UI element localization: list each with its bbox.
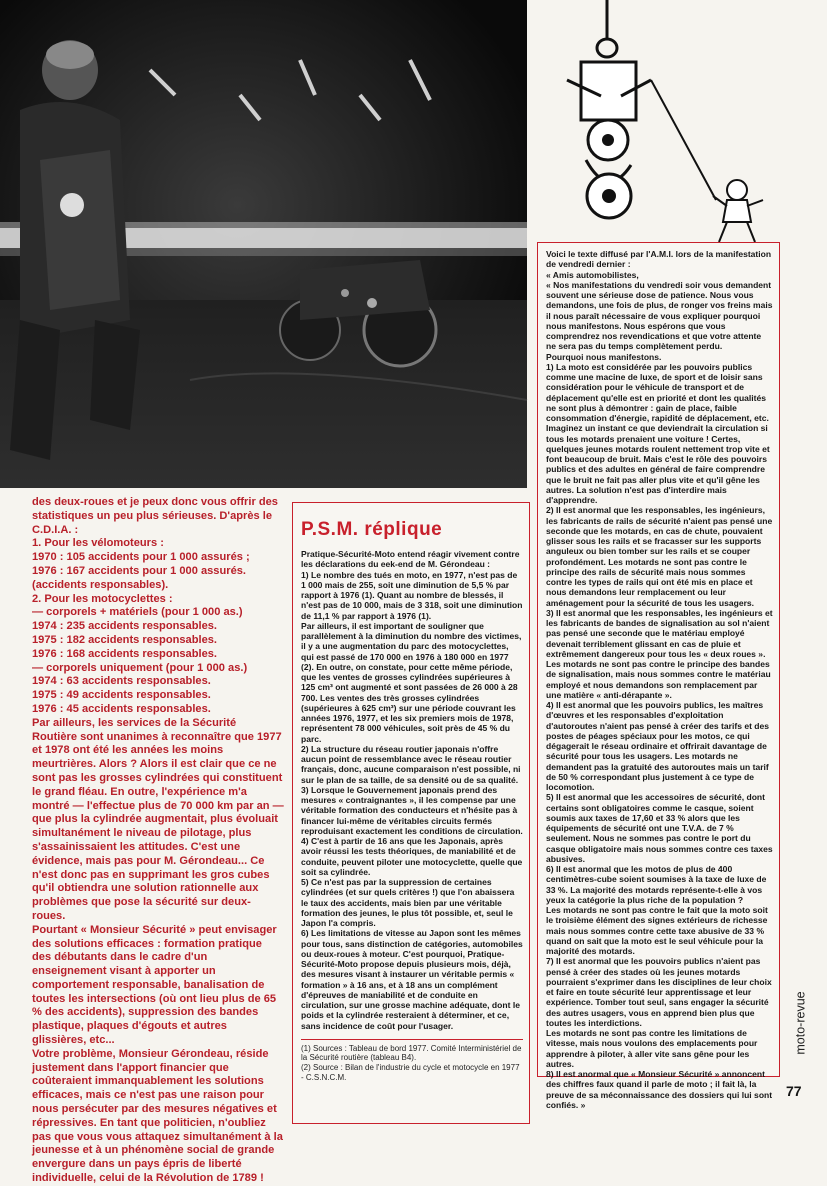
ami-paragraph: 8) Il est anormal que « Monsieur Sécurité » annoncent des chiffres faux quand il parle de moto ; il fait là, la preuve de sa méconnaissance des dossiers qui lui sont confiés. » <box>546 1069 773 1110</box>
psm-footnotes <box>301 1039 523 1082</box>
ami-paragraph: 5) Il est anormal que les accessoires de sécurité, dont certains sont obligatoires comme le casque, soient soumis aux taxes de 17,60 et 33 % alors que les équipements de sécurité ont une T.V.A. de 7 % seulement. Nous ne sommes pas contre le port du casque obligatoire mais nous sommes contre ces taxes abusives. <box>546 792 773 864</box>
left-paragraph: Pourtant « Monsieur Sécurité » peut envisager des solutions efficaces : formation pratique des débutants dans le cadre d'un enseignement visant à apporter un comportement responsable, banalisation de toutes les intersections (où ont lieu plus de 65 % des accidents), suppression des bandes plastique, plaques d'égouts et autres glissières, etc... <box>32 923 277 1047</box>
ami-paragraph: Les motards ne sont pas contre les limitations de vitesse, mais nous voulons des emplacements pour apprendre à piloter, à aller vite sans gêne pour les autres. <box>546 1028 758 1069</box>
stat-line: — corporels + matériels (pour 1 000 as.) <box>32 606 243 619</box>
ami-paragraph: Les motards ne sont pas contre le fait que la moto soit le troisième élément des signes extérieurs de richesse mais nous sommes contre cette taxe abusive de 33 % quand on sait que la moto est le seul véhicule pour la majorité des motards. <box>546 905 768 956</box>
psm-paragraph: 3) Lorsque le Gouvernement japonais prend des mesures « contraignantes », il les compense par une véritable formation des conducteurs et n'hésite pas à financer lui-même de véritables circuits fermés reproduisant exactement les conditions de circulation. <box>301 784 523 836</box>
stat-line: 1975 : 49 accidents responsables. <box>32 689 211 702</box>
psm-paragraph: 2) La structure du réseau routier japonais n'offre aucun point de ressemblance avec le réseau routier français, donc, aucune comparaison n'est possible, ni sur le plan de sa taille, de sa densité ou de sa qualité. <box>301 743 521 785</box>
left-paragraph: 1. Pour les vélomoteurs : <box>32 537 164 550</box>
night-demonstration-photo <box>0 0 527 488</box>
psm-paragraph: 4) C'est à partir de 16 ans que les Japonais, après avoir réussi les tests théoriques, de maniabilité et de conduite, peuvent piloter une motocyclette, quelle que soit sa cylindrée. <box>301 836 523 877</box>
ami-paragraph: 2) Il est anormal que les responsables, les ingénieurs, les fabricants de rails de sécurité n'aient pas pensé une seconde que les motards, en cas de chute, pouvaient glisser sous les rails et se fracasser sur les supports anguleux ou bien tomber sur les rails et se couper profondément. Les motards ne sont pas contre le principe des rails de sécurité mais nous sommes contre les types de rails qui ont été mis en place et nous demandons leur remplacement ou leur aménagement pour la sécurité de tous les usagers. <box>546 505 773 608</box>
motorcycle-photo-icon <box>0 0 527 488</box>
psm-title: P.S.M. réplique <box>301 519 443 540</box>
ami-paragraph: 1) La moto est considérée par les pouvoirs publics comme une macine de luxe, de sport et de loisir sans considération pour le véhicule de transport et de déplacement qu'elle est en priorité et dont les qualités ne sont plus à démontrer : gain de place, faible consommation d'énergie, rapidité de déplacement, etc. Imaginez un instant ce que deviendrait la circulation si tous les motards prenaient une voiture ! Certes, quelques jeunes motards roulent nettement trop vite et font beaucoup de bruit. Mais c'est le rôle des pouvoirs publics et des adultes en général de faire comprendre que le bruit ne fait pas aller plus vite et qu'il gêne les autres. La solution n'est pas d'interdire mais d'apprendre. <box>546 361 770 505</box>
footnote: (2) Source : Bilan de l'industrie du cycle et motocycle en 1977 - C.S.N.C.M. <box>301 1062 520 1082</box>
ami-paragraph: 4) Il est anormal que les pouvoirs publics, les maîtres d'œuvres et les responsables d'exploitation d'autoroutes n'aient pas pensé à créer des tarifs et des postes de péages spéciaux pour les motos, ce qui dégagerait le réseau ordinaire et offrirait davantage de sécurité pour tous les usagers. Les motards ne demandent pas la gratuité des autoroutes mais un tarif de 50 % correspondant plus justement à ce type de locomotion. <box>546 700 770 792</box>
stat-line: 1976 : 168 accidents responsables. <box>32 647 217 660</box>
stat-line: — corporels uniquement (pour 1 000 as.) <box>32 661 248 674</box>
psm-paragraph: 6) Les limitations de vitesse au Japon sont les mêmes pour tous, sans distinction de catégories, automobiles ou deux-roues à moteur. C'est pourquoi, Pratique-Sécurité-Moto propose depuis plusieurs mois, déjà, des mesures visant à instaurer un véritable permis « formation » à 16 ans, et à 18 ans un complément d'épreuves de maniabilité et de conduite en circulation, sur une grosse machine adéquate, dont le poids et la cylindrée resteraient à déterminer, et ce, sans incidence de coût pour l'usager. <box>301 928 523 1031</box>
page-number: 77 <box>786 1083 802 1099</box>
stat-line: 1974 : 235 accidents responsables. <box>32 620 217 633</box>
footnote: (1) Sources : Tableau de bord 1977. Comité Interministériel de la Sécurité routière (tableau B4). <box>301 1043 522 1063</box>
ami-paragraph: 3) Il est anormal que les responsables, les ingénieurs et les fabricants de bandes de signalisation au sol n'aient pas pensé une seconde que le matériau employé devenait terriblement glissant en cas de pluie et extrêmement dangereux pour tous les « deux roues ». Les motards ne sont pas contre le principe des bandes de signalisation, mais nous sommes contre le matériau employé et nous demandons son remplacement par une matière « anti-dérapante ». <box>546 607 773 700</box>
hanged-motorcycle-cartoon-icon <box>541 0 827 245</box>
ami-body <box>546 249 773 1110</box>
ami-paragraph: 6) Il est anormal que les motos de plus de 400 centimètres-cube soient soumises à la taxe de luxe de 33 %. La majorité des motards représente-t-elle à vos yeux la catégorie la plus riche de la population ? <box>546 864 767 905</box>
left-paragraph: 2. Pour les motocyclettes : <box>32 592 173 605</box>
left-paragraph: des deux-roues et je peux donc vous offrir des statistiques un peu plus sérieuses. D'après le C.D.I.A. : <box>32 496 278 536</box>
psm-paragraph: 5) Ce n'est pas par la suppression de certaines cylindrées (et sur quels critères !) que l'on abaissera le taux des accidents, mais bien par une véritable formation des jeunes, le plus tôt possible, et, seul le Japon l'a compris. <box>301 877 515 928</box>
stat-line: 1970 : 105 accidents pour 1 000 assurés ; <box>32 551 250 564</box>
left-article-column <box>32 496 284 1185</box>
ami-paragraph: « Nos manifestations du vendredi soir vous demandent souvent une sérieuse dose de patience. Nous vous demandons, une fois de plus, de ronger vos freins mais il nous paraît nécessaire de vous expliquer pourquoi nous manifestons. Nous espérons que vous comprendrez nos revendications et que votre attente ne sera pas du temps complètement perdu. <box>546 279 773 352</box>
psm-paragraph: 1) Le nombre des tués en moto, en 1977, n'est pas de 1 000 mais de 255, soit une diminution de 5,5 % par rapport à 1976 (1). Quant au nombre de blessés, il n'est pas de 10 000, mais de 3 318, soit une diminution de 11,1 % par rapport à 1976 (1). <box>301 569 523 621</box>
ami-paragraph: « Amis automobilistes, <box>546 269 639 280</box>
magazine-name: moto-revue <box>793 991 808 1055</box>
stat-line: 1976 : 167 accidents pour 1 000 assurés. (accidents responsables). <box>32 564 246 591</box>
stat-line: 1975 : 182 accidents responsables. <box>32 633 217 646</box>
stat-line: 1976 : 45 accidents responsables. <box>32 702 211 715</box>
ami-paragraph: 7) Il est anormal que les pouvoirs publics n'aient pas pensé à créer des stades où les jeunes motards pourraient s'exprimer dans les disciplines de leur choix et faire en toute sécurité leur apprentissage et leur expérience. Tomber tout seul, sans engager la sécurité des autres usagers, vous en apprend bien plus que toutes les interdictions. <box>546 956 772 1028</box>
left-paragraph: Votre problème, Monsieur Gérondeau, réside justement dans l'apport financier que coûteraient immanquablement les solutions efficaces, mais ce n'est pas une raison pour nous persécuter par des mesures négatives et répressives. En tant que politicien, n'oubliez pas que vous vous attaquez simultanément à la jeunesse et à un phénomène social de grande envergure dans un pays épris de liberté individuelle, celui de la Révolution de 1789 ! <box>32 1047 283 1185</box>
ami-manifesto-box <box>537 242 780 1110</box>
psm-reply-box <box>292 502 530 1124</box>
left-paragraph: Par ailleurs, les services de la Sécurité Routière sont unanimes à reconnaître que 1977 et 1978 ont été les années les moins meurtrières. Alors ? Alors il est clair que ce ne sont pas les grosses cylindrées qui constituent le grand fléau. En outre, l'expérience m'a montré — l'effectue plus de 70 000 km par an — que plus la cylindrée augmentait, plus évoluait simultanément le niveau de pilotage, plus s'assainissaient les attitudes. C'est une évidence, mais pas pour M. Gérondeau... Ce n'est donc pas en supprimant les gros cubes qu'il obtiendra une solution rationnelle aux problèmes que pose la sécurité sur deux-roues. <box>32 716 284 922</box>
stat-line: 1974 : 63 accidents responsables. <box>32 675 211 688</box>
hanged-motorcycle-cartoon <box>541 0 827 245</box>
ami-paragraph: Pourquoi nous manifestons. <box>546 351 662 362</box>
psm-body <box>301 549 523 1031</box>
psm-paragraph: Pratique-Sécurité-Moto entend réagir vivement contre les déclarations du eek-end de M. Gérondeau : <box>301 549 520 570</box>
ami-paragraph: Voici le texte diffusé par l'A.M.I. lors de la manifestation de vendredi dernier : <box>546 249 772 270</box>
magazine-name-vertical <box>793 990 827 1060</box>
psm-paragraph: Par ailleurs, il est important de souligner que parallèlement à la diminution du nombre des victimes, il y a une augmentation du parc des motocyclettes, qui est passé de 170 000 en 1976 à 180 000 en 1977 (2). En outre, on constate, pour cette même période, que les ventes de grosses cylindrées supérieures à 125 cm³ ont augmenté et sont passées de 26 000 à 28 700. Les ventes des très grosses cylindrées (supérieures à 625 cm³) sur une période couvrant les années 1976, 1977, et les six premiers mois de 1978, représentent 78 000 véhicules, soit près de 45 % du parc. <box>301 620 522 744</box>
